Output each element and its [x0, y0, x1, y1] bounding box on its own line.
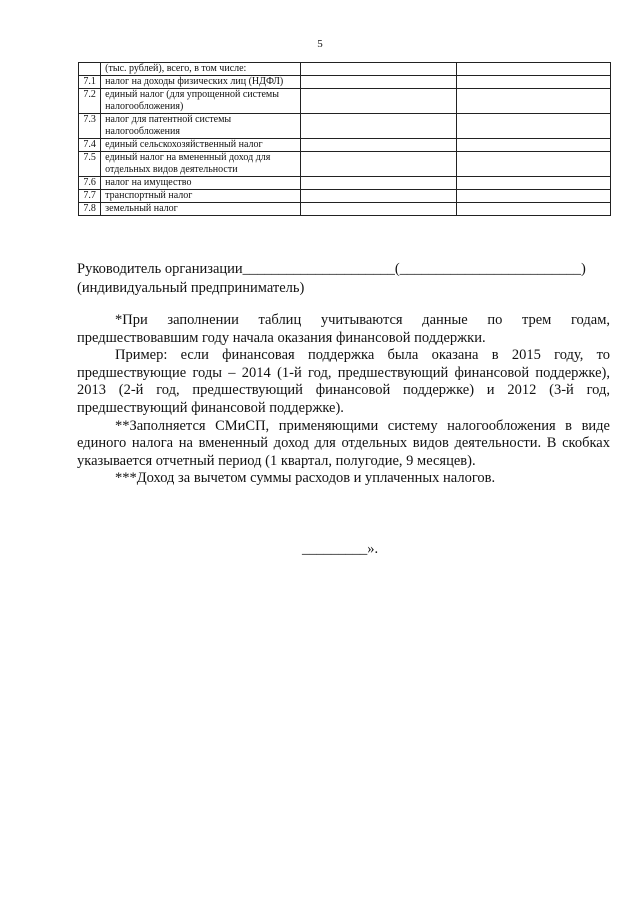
value-cell: [300, 76, 456, 89]
tax-name: налог на доходы физических лиц (НДФЛ): [101, 76, 301, 89]
tax-name: налог на имущество: [101, 177, 301, 190]
value-cell: [300, 89, 456, 114]
value-cell: [456, 177, 610, 190]
page-number: 5: [317, 38, 323, 50]
table-row: [79, 152, 611, 177]
value-cell: [300, 177, 456, 190]
footnote-example: Пример: если финансовая поддержка была оказана в 2015 году, то предшествующие годы – 2014 (1-й год, предшествующий финансовой поддержке), 2013 (2-й год, предшествующий финансовой поддержке) и 2012 (3-й год, предшествующий финансовой поддержке).: [77, 347, 610, 416]
row-number: 7.3: [79, 114, 101, 139]
row-number: 7.5: [79, 152, 101, 177]
table-row: [79, 139, 611, 152]
table-row: [79, 89, 611, 114]
row-number: [79, 63, 101, 76]
table-row: [79, 203, 611, 216]
value-cell: [456, 89, 610, 114]
row-number: 7.4: [79, 139, 101, 152]
footnote-3: ***Доход за вычетом суммы расходов и уплаченных налогов.: [115, 470, 496, 487]
value-cell: [300, 152, 456, 177]
value-cell: [300, 190, 456, 203]
signature-block: [77, 260, 617, 298]
value-cell: [300, 114, 456, 139]
table-row: [79, 177, 611, 190]
row-number: 7.2: [79, 89, 101, 114]
tax-table: [78, 62, 611, 216]
table-row: [79, 114, 611, 139]
value-cell: [456, 63, 610, 76]
row-number: 7.1: [79, 76, 101, 89]
tax-name: транспортный налог: [101, 190, 301, 203]
footnote-2: **Заполняется СМиСП, применяющими систему налогообложения в виде единого налога на вмененный доход для отдельных видов деятельности. В скобках указывается отчетный период (1 квартал, полугодие, 9 месяцев).: [77, 417, 610, 469]
row-number: 7.8: [79, 203, 101, 216]
value-cell: [300, 139, 456, 152]
tax-name: единый налог на вмененный доход для отдельных видов деятельности: [101, 152, 301, 177]
value-cell: [300, 63, 456, 76]
table-row: [79, 76, 611, 89]
footnote-1: *При заполнении таблиц учитываются данные по трем годам, предшествовавшим году начала оказания финансовой поддержки.: [77, 312, 610, 346]
footnotes: [77, 312, 610, 488]
tax-name: единый налог (для упрощенной системы налогообложения): [101, 89, 301, 114]
tax-name: налог для патентной системы налогообложения: [101, 114, 301, 139]
row-number: 7.6: [79, 177, 101, 190]
value-cell: [456, 76, 610, 89]
table-row: [79, 63, 611, 76]
row-number: 7.7: [79, 190, 101, 203]
tax-name: земельный налог: [101, 203, 301, 216]
signature-caption: (индивидуальный предприниматель): [77, 280, 305, 296]
value-cell: [456, 203, 610, 216]
tax-name: единый сельскохозяйственный налог: [101, 139, 301, 152]
closing-mark: _________».: [302, 541, 379, 557]
value-cell: [456, 152, 610, 177]
tax-name: (тыс. рублей), всего, в том числе:: [101, 63, 301, 76]
value-cell: [456, 139, 610, 152]
value-cell: [456, 190, 610, 203]
signature-line: Руководитель организации_____________________(_________________________): [77, 261, 586, 277]
value-cell: [300, 203, 456, 216]
tax-table-body: [79, 63, 611, 216]
table-row: [79, 190, 611, 203]
value-cell: [456, 114, 610, 139]
